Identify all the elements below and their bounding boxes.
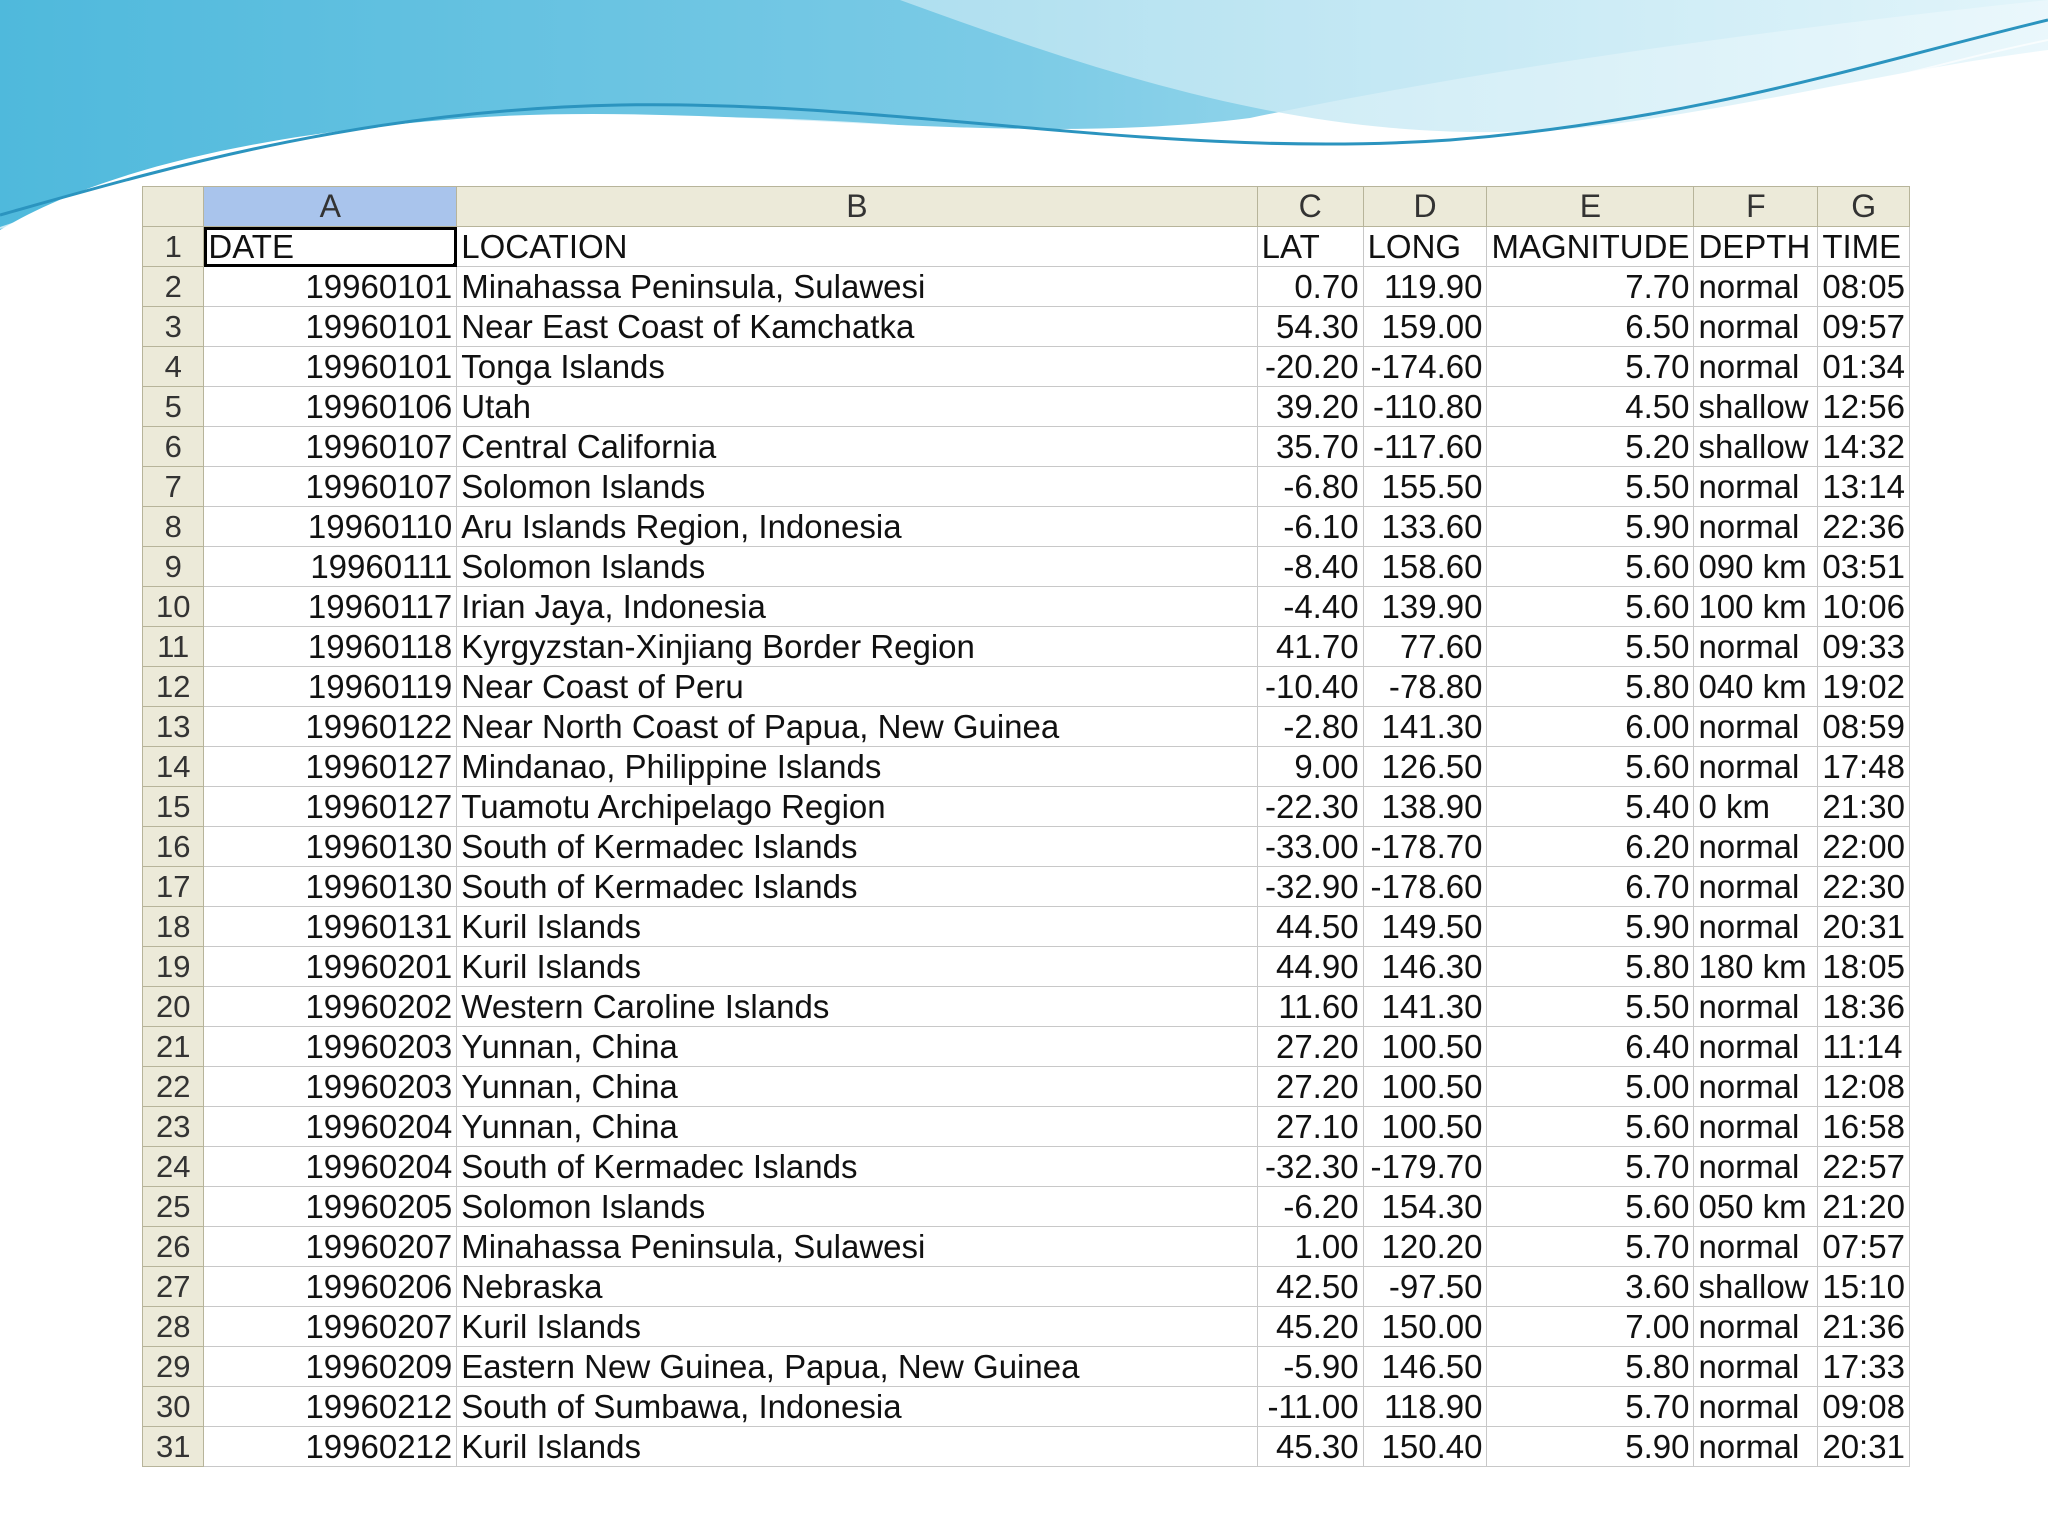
cell-lat[interactable]: -33.00 bbox=[1257, 827, 1363, 867]
cell-lat[interactable]: 27.20 bbox=[1257, 1067, 1363, 1107]
table-row bbox=[143, 787, 1910, 827]
cell-lat[interactable]: -32.90 bbox=[1257, 867, 1363, 907]
row-header[interactable]: 4 bbox=[143, 347, 204, 387]
cell-location[interactable]: Aru Islands Region, Indonesia bbox=[457, 507, 1257, 547]
cell-long[interactable]: 77.60 bbox=[1363, 627, 1487, 667]
cell-location[interactable]: Solomon Islands bbox=[457, 467, 1257, 507]
cell-time[interactable]: 17:48 bbox=[1818, 747, 1910, 787]
row-header[interactable]: 8 bbox=[143, 507, 204, 547]
table-row bbox=[143, 1027, 1910, 1067]
cell-depth[interactable]: shallow bbox=[1694, 1267, 1818, 1307]
cell-location[interactable]: Tuamotu Archipelago Region bbox=[457, 787, 1257, 827]
table-row bbox=[143, 387, 1910, 427]
cell-depth[interactable]: normal bbox=[1694, 627, 1818, 667]
cell-long[interactable]: 146.30 bbox=[1363, 947, 1487, 987]
cell-long[interactable]: 149.50 bbox=[1363, 907, 1487, 947]
cell-long[interactable]: 146.50 bbox=[1363, 1347, 1487, 1387]
cell-date[interactable]: 19960117 bbox=[204, 587, 457, 627]
cell-location[interactable]: South of Sumbawa, Indonesia bbox=[457, 1387, 1257, 1427]
row-header[interactable]: 1 bbox=[143, 227, 204, 267]
cell-date[interactable]: 19960206 bbox=[204, 1267, 457, 1307]
row-header[interactable]: 17 bbox=[143, 867, 204, 907]
cell-time[interactable]: 12:08 bbox=[1818, 1067, 1910, 1107]
cell-time[interactable]: 15:10 bbox=[1818, 1267, 1910, 1307]
cell-long[interactable]: 100.50 bbox=[1363, 1027, 1487, 1067]
cell-location[interactable]: Yunnan, China bbox=[457, 1107, 1257, 1147]
cell-lat[interactable]: -6.10 bbox=[1257, 507, 1363, 547]
cell-date[interactable]: 19960122 bbox=[204, 707, 457, 747]
cell-magnitude[interactable]: 5.20 bbox=[1487, 427, 1694, 467]
cell-time[interactable]: 03:51 bbox=[1818, 547, 1910, 587]
cell-depth[interactable]: 180 km bbox=[1694, 947, 1818, 987]
cell-time[interactable]: 09:57 bbox=[1818, 307, 1910, 347]
row-header[interactable]: 15 bbox=[143, 787, 204, 827]
cell-magnitude[interactable]: 6.70 bbox=[1487, 867, 1694, 907]
table-row bbox=[143, 267, 1910, 307]
table-row bbox=[143, 627, 1910, 667]
cell-long[interactable]: -179.70 bbox=[1363, 1147, 1487, 1187]
cell-magnitude[interactable]: 5.50 bbox=[1487, 987, 1694, 1027]
cell-lat[interactable]: 45.30 bbox=[1257, 1427, 1363, 1467]
cell-depth[interactable]: normal bbox=[1694, 1347, 1818, 1387]
cell-magnitude[interactable]: 5.50 bbox=[1487, 467, 1694, 507]
cell-long[interactable]: -78.80 bbox=[1363, 667, 1487, 707]
cell-lat[interactable]: 54.30 bbox=[1257, 307, 1363, 347]
row-header[interactable]: 12 bbox=[143, 667, 204, 707]
column-header-row bbox=[143, 187, 1910, 227]
cell-location[interactable]: Near Coast of Peru bbox=[457, 667, 1257, 707]
cell-time[interactable]: 13:14 bbox=[1818, 467, 1910, 507]
select-all-corner[interactable] bbox=[143, 187, 204, 227]
cell-depth[interactable]: normal bbox=[1694, 707, 1818, 747]
cell-lat[interactable]: -6.80 bbox=[1257, 467, 1363, 507]
cell-location[interactable]: Minahassa Peninsula, Sulawesi bbox=[457, 267, 1257, 307]
cell-depth[interactable]: normal bbox=[1694, 267, 1818, 307]
cell-long[interactable]: 141.30 bbox=[1363, 987, 1487, 1027]
cell-long-header[interactable]: LONG bbox=[1363, 227, 1487, 267]
column-header-f[interactable]: F bbox=[1694, 187, 1818, 227]
cell-depth[interactable]: normal bbox=[1694, 1067, 1818, 1107]
cell-magnitude[interactable]: 5.60 bbox=[1487, 747, 1694, 787]
cell-date[interactable]: 19960107 bbox=[204, 467, 457, 507]
cell-location[interactable]: Solomon Islands bbox=[457, 547, 1257, 587]
spreadsheet-grid bbox=[142, 186, 1910, 1492]
row-header[interactable]: 21 bbox=[143, 1027, 204, 1067]
table-row bbox=[143, 1427, 1910, 1467]
cell-long[interactable]: 155.50 bbox=[1363, 467, 1487, 507]
table-row bbox=[143, 467, 1910, 507]
cell-lat[interactable]: -10.40 bbox=[1257, 667, 1363, 707]
cell-time-header[interactable]: TIME bbox=[1818, 227, 1910, 267]
cell-long[interactable]: 150.00 bbox=[1363, 1307, 1487, 1347]
cell-long[interactable]: -178.70 bbox=[1363, 827, 1487, 867]
cell-lat[interactable]: 9.00 bbox=[1257, 747, 1363, 787]
row-header[interactable]: 11 bbox=[143, 627, 204, 667]
cell-date[interactable]: 19960212 bbox=[204, 1387, 457, 1427]
cell-magnitude[interactable]: 6.00 bbox=[1487, 707, 1694, 747]
table-row bbox=[143, 427, 1910, 467]
cell-long[interactable]: 119.90 bbox=[1363, 267, 1487, 307]
table-row bbox=[143, 987, 1910, 1027]
cell-magnitude[interactable]: 5.80 bbox=[1487, 1347, 1694, 1387]
cell-lat[interactable]: -8.40 bbox=[1257, 547, 1363, 587]
cell-location[interactable]: Near North Coast of Papua, New Guinea bbox=[457, 707, 1257, 747]
cell-location[interactable]: Nebraska bbox=[457, 1267, 1257, 1307]
cell-time[interactable]: 10:06 bbox=[1818, 587, 1910, 627]
cell-location[interactable]: Mindanao, Philippine Islands bbox=[457, 747, 1257, 787]
table-row bbox=[143, 587, 1910, 627]
table-row bbox=[143, 747, 1910, 787]
cell-magnitude[interactable]: 7.00 bbox=[1487, 1307, 1694, 1347]
cell-lat[interactable]: 11.60 bbox=[1257, 987, 1363, 1027]
cell-location[interactable]: Eastern New Guinea, Papua, New Guinea bbox=[457, 1347, 1257, 1387]
cell-location[interactable]: Western Caroline Islands bbox=[457, 987, 1257, 1027]
cell-time[interactable]: 22:57 bbox=[1818, 1147, 1910, 1187]
cell-date[interactable]: 19960201 bbox=[204, 947, 457, 987]
row-header[interactable]: 16 bbox=[143, 827, 204, 867]
cell-lat[interactable]: -32.30 bbox=[1257, 1147, 1363, 1187]
cell-depth[interactable]: normal bbox=[1694, 827, 1818, 867]
cell-location[interactable]: Near East Coast of Kamchatka bbox=[457, 307, 1257, 347]
cell-magnitude[interactable]: 5.80 bbox=[1487, 667, 1694, 707]
table-row bbox=[143, 707, 1910, 747]
cell-date[interactable]: 19960207 bbox=[204, 1227, 457, 1267]
cell-magnitude[interactable]: 5.60 bbox=[1487, 1187, 1694, 1227]
cell-date[interactable]: 19960130 bbox=[204, 827, 457, 867]
cell-lat[interactable]: 44.50 bbox=[1257, 907, 1363, 947]
cell-magnitude[interactable]: 5.60 bbox=[1487, 587, 1694, 627]
cell-magnitude[interactable]: 5.70 bbox=[1487, 1147, 1694, 1187]
cell-magnitude[interactable]: 5.00 bbox=[1487, 1067, 1694, 1107]
cell-magnitude-header[interactable]: MAGNITUDE bbox=[1487, 227, 1694, 267]
cell-lat[interactable]: 1.00 bbox=[1257, 1227, 1363, 1267]
cell-date[interactable]: 19960106 bbox=[204, 387, 457, 427]
table-row bbox=[143, 1107, 1910, 1147]
cell-depth[interactable]: normal bbox=[1694, 867, 1818, 907]
cell-depth[interactable]: normal bbox=[1694, 987, 1818, 1027]
cell-magnitude[interactable]: 5.70 bbox=[1487, 347, 1694, 387]
cell-time[interactable]: 09:33 bbox=[1818, 627, 1910, 667]
row-header[interactable]: 31 bbox=[143, 1427, 204, 1467]
row-header[interactable]: 28 bbox=[143, 1307, 204, 1347]
cell-lat[interactable]: -2.80 bbox=[1257, 707, 1363, 747]
cell-date[interactable]: 19960131 bbox=[204, 907, 457, 947]
table-header-row bbox=[143, 227, 1910, 267]
table-row bbox=[143, 1147, 1910, 1187]
cell-date[interactable]: 19960127 bbox=[204, 747, 457, 787]
cell-location[interactable]: Kuril Islands bbox=[457, 1427, 1257, 1467]
row-header[interactable]: 10 bbox=[143, 587, 204, 627]
table-row bbox=[143, 1387, 1910, 1427]
cell-location[interactable]: South of Kermadec Islands bbox=[457, 827, 1257, 867]
table-row bbox=[143, 547, 1910, 587]
cell-magnitude[interactable]: 5.60 bbox=[1487, 1107, 1694, 1147]
cell-magnitude[interactable]: 3.60 bbox=[1487, 1267, 1694, 1307]
table-row bbox=[143, 1227, 1910, 1267]
cell-long[interactable]: 159.00 bbox=[1363, 307, 1487, 347]
cell-date[interactable]: 19960204 bbox=[204, 1147, 457, 1187]
cell-time[interactable]: 09:08 bbox=[1818, 1387, 1910, 1427]
cell-depth[interactable]: shallow bbox=[1694, 427, 1818, 467]
row-header[interactable]: 13 bbox=[143, 707, 204, 747]
cell-long[interactable]: 100.50 bbox=[1363, 1107, 1487, 1147]
cell-time[interactable]: 22:36 bbox=[1818, 507, 1910, 547]
table-row bbox=[143, 1347, 1910, 1387]
cell-time[interactable]: 19:02 bbox=[1818, 667, 1910, 707]
cell-depth[interactable]: normal bbox=[1694, 1387, 1818, 1427]
cell-location-header[interactable]: LOCATION bbox=[457, 227, 1257, 267]
cell-time[interactable]: 12:56 bbox=[1818, 387, 1910, 427]
cell-lat[interactable]: 35.70 bbox=[1257, 427, 1363, 467]
cell-time[interactable]: 21:36 bbox=[1818, 1307, 1910, 1347]
cell-date[interactable]: 19960101 bbox=[204, 307, 457, 347]
cell-lat-header[interactable]: LAT bbox=[1257, 227, 1363, 267]
cell-magnitude[interactable]: 5.70 bbox=[1487, 1227, 1694, 1267]
cell-long[interactable]: 138.90 bbox=[1363, 787, 1487, 827]
table-row bbox=[143, 667, 1910, 707]
cell-depth[interactable]: normal bbox=[1694, 507, 1818, 547]
table-row bbox=[143, 1067, 1910, 1107]
row-header[interactable]: 19 bbox=[143, 947, 204, 987]
cell-date[interactable]: 19960203 bbox=[204, 1067, 457, 1107]
cell-lat[interactable]: 41.70 bbox=[1257, 627, 1363, 667]
cell-date[interactable]: 19960127 bbox=[204, 787, 457, 827]
cell-depth[interactable]: normal bbox=[1694, 747, 1818, 787]
cell-depth[interactable]: normal bbox=[1694, 467, 1818, 507]
row-header[interactable]: 2 bbox=[143, 267, 204, 307]
cell-lat[interactable]: 45.20 bbox=[1257, 1307, 1363, 1347]
cell-date[interactable]: 19960212 bbox=[204, 1427, 457, 1467]
table-row bbox=[143, 1267, 1910, 1307]
row-header[interactable]: 20 bbox=[143, 987, 204, 1027]
cell-location[interactable]: Minahassa Peninsula, Sulawesi bbox=[457, 1227, 1257, 1267]
cell-date[interactable]: 19960119 bbox=[204, 667, 457, 707]
cell-magnitude[interactable]: 5.40 bbox=[1487, 787, 1694, 827]
cell-time[interactable]: 08:05 bbox=[1818, 267, 1910, 307]
cell-long[interactable]: 154.30 bbox=[1363, 1187, 1487, 1227]
row-header[interactable]: 24 bbox=[143, 1147, 204, 1187]
cell-location[interactable]: Utah bbox=[457, 387, 1257, 427]
cell-time[interactable]: 20:31 bbox=[1818, 1427, 1910, 1467]
cell-date[interactable]: 19960130 bbox=[204, 867, 457, 907]
cell-time[interactable]: 01:34 bbox=[1818, 347, 1910, 387]
column-header-c[interactable]: C bbox=[1257, 187, 1363, 227]
cell-lat[interactable]: -11.00 bbox=[1257, 1387, 1363, 1427]
table-row bbox=[143, 307, 1910, 347]
cell-date[interactable]: 19960110 bbox=[204, 507, 457, 547]
cell-depth[interactable]: normal bbox=[1694, 907, 1818, 947]
cell-lat[interactable]: -4.40 bbox=[1257, 587, 1363, 627]
table-row bbox=[143, 947, 1910, 987]
cell-long[interactable]: -97.50 bbox=[1363, 1267, 1487, 1307]
column-header-a[interactable]: A bbox=[204, 187, 457, 227]
cell-magnitude[interactable]: 6.20 bbox=[1487, 827, 1694, 867]
cell-location[interactable]: Irian Jaya, Indonesia bbox=[457, 587, 1257, 627]
cell-date[interactable]: 19960203 bbox=[204, 1027, 457, 1067]
cell-depth[interactable]: normal bbox=[1694, 1147, 1818, 1187]
cell-long[interactable]: 118.90 bbox=[1363, 1387, 1487, 1427]
cell-magnitude[interactable]: 5.90 bbox=[1487, 507, 1694, 547]
cell-time[interactable]: 11:14 bbox=[1818, 1027, 1910, 1067]
column-header-d[interactable]: D bbox=[1363, 187, 1487, 227]
cell-time[interactable]: 14:32 bbox=[1818, 427, 1910, 467]
cell-time[interactable]: 07:57 bbox=[1818, 1227, 1910, 1267]
spreadsheet-table bbox=[142, 186, 1910, 1467]
row-header[interactable]: 22 bbox=[143, 1067, 204, 1107]
row-header[interactable]: 27 bbox=[143, 1267, 204, 1307]
cell-location[interactable]: Yunnan, China bbox=[457, 1067, 1257, 1107]
cell-depth[interactable]: normal bbox=[1694, 347, 1818, 387]
row-header[interactable]: 18 bbox=[143, 907, 204, 947]
row-header[interactable]: 3 bbox=[143, 307, 204, 347]
row-header[interactable]: 6 bbox=[143, 427, 204, 467]
cell-date-header[interactable]: DATE bbox=[204, 227, 457, 267]
cell-location[interactable]: South of Kermadec Islands bbox=[457, 867, 1257, 907]
row-header[interactable]: 29 bbox=[143, 1347, 204, 1387]
row-header[interactable]: 14 bbox=[143, 747, 204, 787]
cell-location[interactable]: Kyrgyzstan-Xinjiang Border Region bbox=[457, 627, 1257, 667]
cell-magnitude[interactable]: 4.50 bbox=[1487, 387, 1694, 427]
cell-time[interactable]: 18:05 bbox=[1818, 947, 1910, 987]
cell-time[interactable]: 22:00 bbox=[1818, 827, 1910, 867]
cell-lat[interactable]: 44.90 bbox=[1257, 947, 1363, 987]
cell-long[interactable]: -178.60 bbox=[1363, 867, 1487, 907]
cell-date[interactable]: 19960101 bbox=[204, 267, 457, 307]
cell-date[interactable]: 19960118 bbox=[204, 627, 457, 667]
cell-date[interactable]: 19960101 bbox=[204, 347, 457, 387]
cell-magnitude[interactable]: 6.50 bbox=[1487, 307, 1694, 347]
cell-magnitude[interactable]: 6.40 bbox=[1487, 1027, 1694, 1067]
cell-location[interactable]: Solomon Islands bbox=[457, 1187, 1257, 1227]
cell-depth[interactable]: 040 km bbox=[1694, 667, 1818, 707]
cell-magnitude[interactable]: 5.50 bbox=[1487, 627, 1694, 667]
cell-lat[interactable]: 0.70 bbox=[1257, 267, 1363, 307]
cell-depth[interactable]: shallow bbox=[1694, 387, 1818, 427]
cell-date[interactable]: 19960205 bbox=[204, 1187, 457, 1227]
cell-depth[interactable]: normal bbox=[1694, 1027, 1818, 1067]
cell-lat[interactable]: -20.20 bbox=[1257, 347, 1363, 387]
cell-time[interactable]: 21:30 bbox=[1818, 787, 1910, 827]
cell-long[interactable]: 158.60 bbox=[1363, 547, 1487, 587]
cell-magnitude[interactable]: 5.80 bbox=[1487, 947, 1694, 987]
cell-location[interactable]: Kuril Islands bbox=[457, 907, 1257, 947]
table-row bbox=[143, 1187, 1910, 1227]
cell-long[interactable]: -117.60 bbox=[1363, 427, 1487, 467]
cell-magnitude[interactable]: 5.60 bbox=[1487, 547, 1694, 587]
cell-date[interactable]: 19960107 bbox=[204, 427, 457, 467]
cell-depth[interactable]: 090 km bbox=[1694, 547, 1818, 587]
cell-depth[interactable]: 0 km bbox=[1694, 787, 1818, 827]
row-header[interactable]: 5 bbox=[143, 387, 204, 427]
cell-long[interactable]: 100.50 bbox=[1363, 1067, 1487, 1107]
cell-long[interactable]: 120.20 bbox=[1363, 1227, 1487, 1267]
row-header[interactable]: 30 bbox=[143, 1387, 204, 1427]
cell-magnitude[interactable]: 5.90 bbox=[1487, 1427, 1694, 1467]
cell-magnitude[interactable]: 7.70 bbox=[1487, 267, 1694, 307]
row-header[interactable]: 25 bbox=[143, 1187, 204, 1227]
cell-depth[interactable]: normal bbox=[1694, 307, 1818, 347]
cell-long[interactable]: 126.50 bbox=[1363, 747, 1487, 787]
cell-location[interactable]: Tonga Islands bbox=[457, 347, 1257, 387]
cell-location[interactable]: Kuril Islands bbox=[457, 1307, 1257, 1347]
cell-date[interactable]: 19960209 bbox=[204, 1347, 457, 1387]
cell-lat[interactable]: 39.20 bbox=[1257, 387, 1363, 427]
table-row bbox=[143, 907, 1910, 947]
cell-long[interactable]: 139.90 bbox=[1363, 587, 1487, 627]
cell-depth[interactable]: 100 km bbox=[1694, 587, 1818, 627]
cell-location[interactable]: Central California bbox=[457, 427, 1257, 467]
cell-date[interactable]: 19960207 bbox=[204, 1307, 457, 1347]
table-row bbox=[143, 507, 1910, 547]
row-header[interactable]: 23 bbox=[143, 1107, 204, 1147]
cell-depth[interactable]: normal bbox=[1694, 1307, 1818, 1347]
cell-lat[interactable]: 27.20 bbox=[1257, 1027, 1363, 1067]
cell-time[interactable]: 08:59 bbox=[1818, 707, 1910, 747]
column-header-b[interactable]: B bbox=[457, 187, 1257, 227]
cell-lat[interactable]: -5.90 bbox=[1257, 1347, 1363, 1387]
cell-long[interactable]: 150.40 bbox=[1363, 1427, 1487, 1467]
cell-depth[interactable]: normal bbox=[1694, 1427, 1818, 1467]
cell-long[interactable]: -174.60 bbox=[1363, 347, 1487, 387]
cell-time[interactable]: 21:20 bbox=[1818, 1187, 1910, 1227]
table-row bbox=[143, 867, 1910, 907]
row-header[interactable]: 26 bbox=[143, 1227, 204, 1267]
cell-location[interactable]: Yunnan, China bbox=[457, 1027, 1257, 1067]
cell-time[interactable]: 17:33 bbox=[1818, 1347, 1910, 1387]
cell-location[interactable]: South of Kermadec Islands bbox=[457, 1147, 1257, 1187]
cell-lat[interactable]: -6.20 bbox=[1257, 1187, 1363, 1227]
cell-time[interactable]: 18:36 bbox=[1818, 987, 1910, 1027]
cell-lat[interactable]: -22.30 bbox=[1257, 787, 1363, 827]
cell-depth[interactable]: normal bbox=[1694, 1107, 1818, 1147]
table-row bbox=[143, 1307, 1910, 1347]
cell-depth-header[interactable]: DEPTH bbox=[1694, 227, 1818, 267]
cell-long[interactable]: 141.30 bbox=[1363, 707, 1487, 747]
cell-date[interactable]: 19960202 bbox=[204, 987, 457, 1027]
cell-depth[interactable]: 050 km bbox=[1694, 1187, 1818, 1227]
cell-time[interactable]: 22:30 bbox=[1818, 867, 1910, 907]
cell-time[interactable]: 16:58 bbox=[1818, 1107, 1910, 1147]
cell-date[interactable]: 19960111 bbox=[204, 547, 457, 587]
cell-lat[interactable]: 42.50 bbox=[1257, 1267, 1363, 1307]
table-row bbox=[143, 827, 1910, 867]
column-header-e[interactable]: E bbox=[1487, 187, 1694, 227]
row-header[interactable]: 9 bbox=[143, 547, 204, 587]
cell-date[interactable]: 19960204 bbox=[204, 1107, 457, 1147]
cell-long[interactable]: -110.80 bbox=[1363, 387, 1487, 427]
cell-depth[interactable]: normal bbox=[1694, 1227, 1818, 1267]
column-header-g[interactable]: G bbox=[1818, 187, 1910, 227]
cell-time[interactable]: 20:31 bbox=[1818, 907, 1910, 947]
cell-lat[interactable]: 27.10 bbox=[1257, 1107, 1363, 1147]
table-row bbox=[143, 347, 1910, 387]
row-header[interactable]: 7 bbox=[143, 467, 204, 507]
cell-long[interactable]: 133.60 bbox=[1363, 507, 1487, 547]
cell-location[interactable]: Kuril Islands bbox=[457, 947, 1257, 987]
cell-magnitude[interactable]: 5.70 bbox=[1487, 1387, 1694, 1427]
cell-magnitude[interactable]: 5.90 bbox=[1487, 907, 1694, 947]
